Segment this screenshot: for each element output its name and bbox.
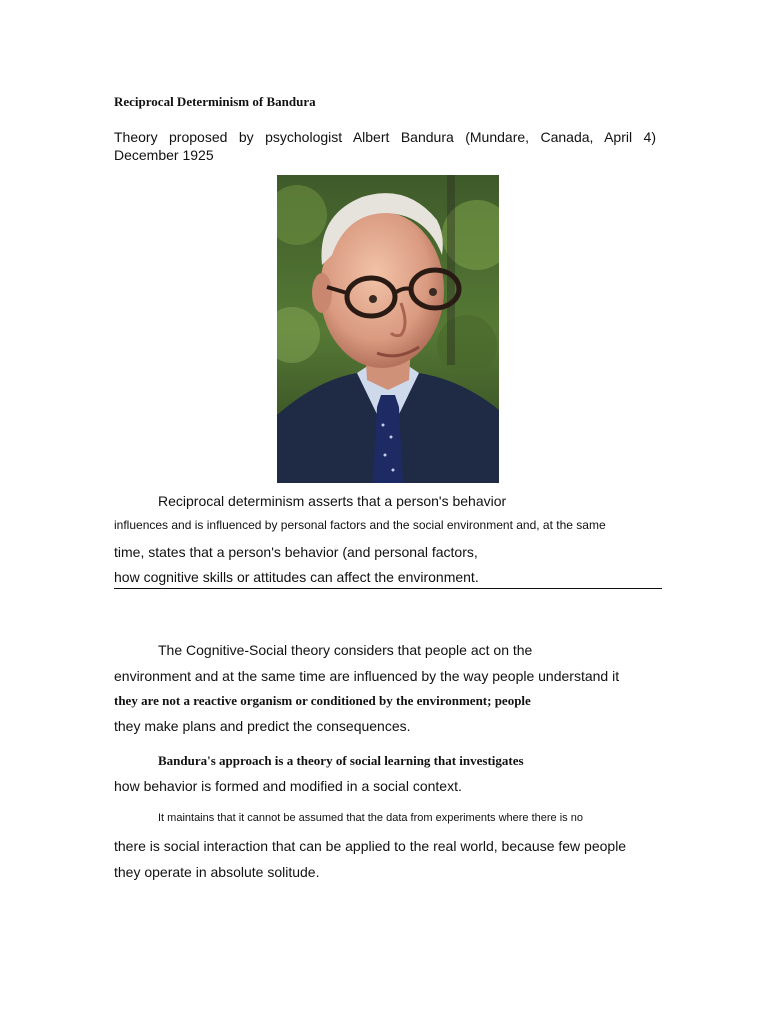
paragraph1-line-3: time, states that a person's behavior (and personal factors, [114,544,478,560]
intro-line-2: December 1925 [114,147,214,163]
paragraph1-line-4: how cognitive skills or attitudes can affect the environment. [114,569,479,585]
paragraph2-line-2: environment and at the same time are influenced by the way people understand it [114,668,620,684]
paragraph4-line-3: they operate in absolute solitude. [114,864,320,880]
paragraph3-line-1: Bandura's approach is a theory of social learning that investigates [158,753,524,768]
paragraph1-line-2: influences and is influenced by personal factors and the social environment and, at the same [114,518,606,532]
paragraph4-line-1: It maintains that it cannot be assumed that the data from experiments where there is no [158,812,583,824]
horizontal-rule [114,588,662,589]
paragraph4-line-2: there is social interaction that can be applied to the real world, because few people [114,838,627,854]
document-title: Reciprocal Determinism of Bandura [114,94,316,109]
paragraph3-line-2: how behavior is formed and modified in a social context. [114,778,462,794]
paragraph1-line-1: Reciprocal determinism asserts that a person's behavior [158,493,507,509]
paragraph2-line-3: they are not a reactive organism or conditioned by the environment; people [114,693,531,708]
paragraph2-line-1: The Cognitive-Social theory considers that people act on the [158,642,533,658]
paragraph2-line-4: they make plans and predict the consequences. [114,718,411,734]
bandura-photo [277,175,499,483]
intro-line-1: Theory proposed by psychologist Albert Bandura (Mundare, Canada, April 4) [114,129,656,145]
